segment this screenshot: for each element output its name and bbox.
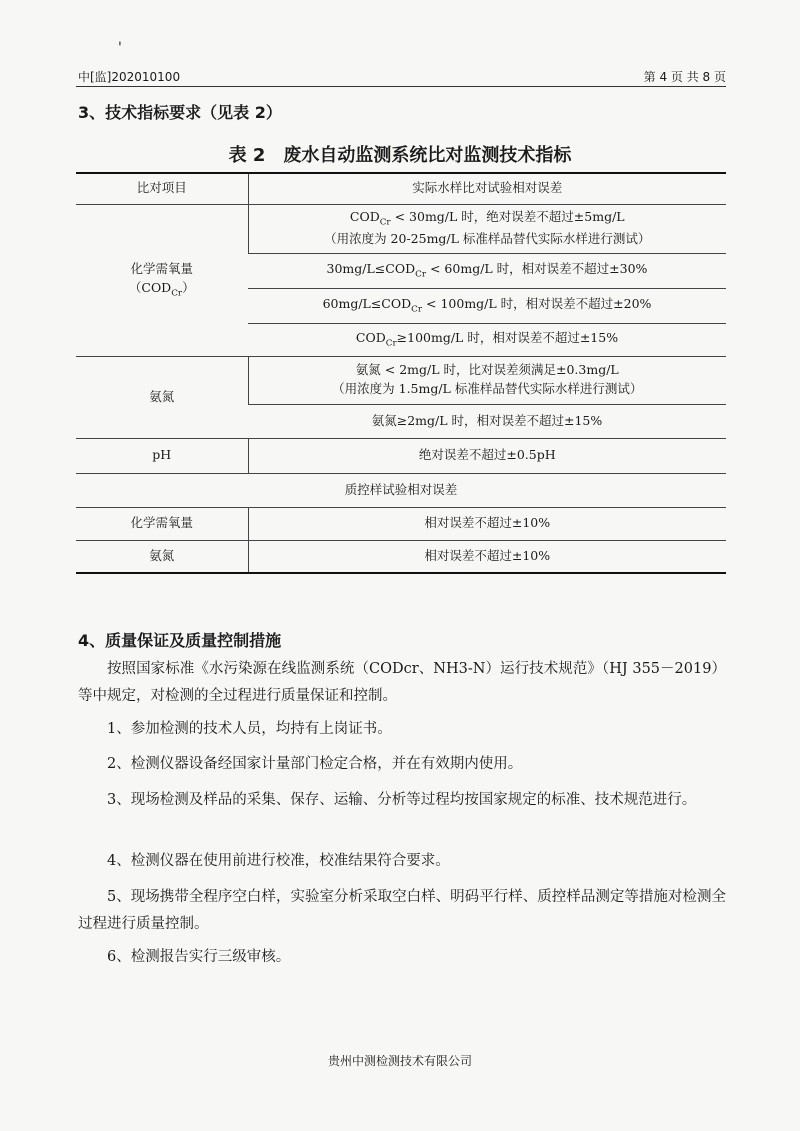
table-row — [76, 356, 726, 404]
qc-cod-label: 化学需氧量 — [76, 507, 248, 540]
technical-spec-table — [76, 172, 726, 574]
section-3-title: 3、技术指标要求（见表 2） — [78, 103, 282, 122]
section-4-intro: 按照国家标准《水污染源在线监测系统（CODcr、NH3-N）运行技术规范》（HJ 355－2019）等中规定，对检测的全过程进行质量保证和控制。 — [78, 661, 726, 704]
qa-item-5: 5、现场携带全程序空白样，实验室分析采取空白样、明码平行样、质控样品测定等措施对检测全过程进行质量控制。 — [78, 889, 726, 932]
table-row — [76, 507, 726, 540]
company-footer: 贵州中测检测技术有限公司 — [327, 1054, 472, 1068]
qc-nh3-label: 氨氮 — [76, 540, 248, 573]
ph-label: pH — [76, 438, 248, 473]
document-id: 中[监]202010100 — [78, 70, 181, 84]
table-row — [76, 204, 726, 253]
header-rule — [76, 86, 726, 87]
qa-item-2: 2、检测仪器设备经国家计量部门检定合格，并在有效期内使用。 — [107, 756, 523, 772]
nh3-criterion-1: 氨氮 < 2mg/L 时，比对误差须满足±0.3mg/L （用浓度为 1.5mg/L 标准样品替代实际水样进行测试） — [248, 356, 726, 404]
qc-nh3-criterion: 相对误差不超过±10% — [248, 540, 726, 573]
qc-header: 质控样试验相对误差 — [76, 473, 726, 507]
qa-item-4: 4、检测仪器在使用前进行校准，校准结果符合要求。 — [107, 853, 450, 869]
cod-criterion-2: $30mg/L\le COD_{Cr} < 60mg/L$ 时，相对误差不超过±30% — [248, 253, 726, 288]
table-row — [76, 438, 726, 473]
cod-criterion-3: $60mg/L\le COD_{Cr} < 100mg/L$ 时，相对误差不超过±20% — [248, 288, 726, 323]
scan-mark: ' — [118, 40, 122, 56]
qa-item-3: 3、现场检测及样品的采集、保存、运输、分析等过程均按国家规定的标准、技术规范进行。 — [107, 792, 697, 808]
cod-label-cell — [76, 204, 248, 356]
table-row — [76, 540, 726, 573]
qa-item-6: 6、检测报告实行三级审核。 — [107, 949, 291, 965]
table-2-title: 表 2 废水自动监测系统比对监测技术指标 — [228, 145, 572, 166]
section-4-title: 4、质量保证及质量控制措施 — [78, 631, 282, 650]
cod-label: 化学需氧量 — [130, 260, 193, 276]
col-header-error: 实际水样比对试验相对误差 — [248, 173, 726, 204]
qa-item-1: 1、参加检测的技术人员，均持有上岗证书。 — [107, 721, 392, 737]
nh3-label: 氨氮 — [76, 356, 248, 438]
cod-label-formula: $(COD_{Cr})$ — [128, 279, 195, 299]
qc-header-row — [76, 473, 726, 507]
cod-criterion-1: $COD_{Cr} < 30mg/L$ 时，绝对误差不超过±5mg/L （用浓度为 20-25mg/L 标准样品替代实际水样进行测试） — [248, 204, 726, 253]
page-number: 第 4 页 共 8 页 — [643, 70, 726, 84]
col-header-item: 比对项目 — [76, 173, 248, 204]
nh3-criterion-2: 氨氮≥2mg/L 时，相对误差不超过±15% — [248, 404, 726, 438]
cod-criterion-4: $COD_{Cr}\ge 100mg/L$ 时，相对误差不超过±15% — [248, 323, 726, 356]
table-header-row — [76, 173, 726, 204]
qc-cod-criterion: 相对误差不超过±10% — [248, 507, 726, 540]
ph-criterion: 绝对误差不超过±0.5pH — [248, 438, 726, 473]
